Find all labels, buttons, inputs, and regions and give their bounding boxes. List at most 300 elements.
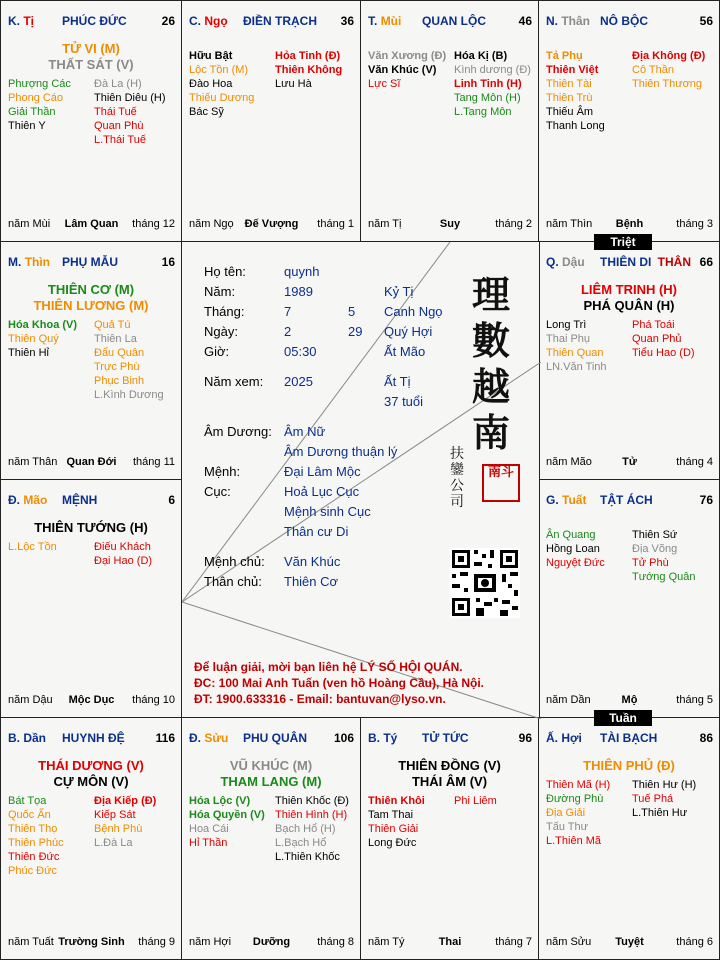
minor-star: Thiên Trù: [546, 92, 593, 104]
minor-star: Lộc Tồn (M): [189, 64, 249, 76]
minor-star: Văn Khúc (V): [368, 64, 437, 76]
palace-number: 106: [333, 731, 354, 745]
amduong-label: Âm Dương:: [204, 424, 272, 439]
palace-chi: Dần: [23, 731, 47, 745]
palace-header: [8, 255, 175, 271]
palace-header: [8, 493, 175, 509]
year-value: 1989: [284, 284, 313, 299]
minor-star: Thiên Thọ: [8, 823, 58, 835]
palace-stage: Suy: [439, 218, 461, 230]
hour-value: 05:30: [284, 344, 317, 359]
minor-star: Linh Tinh (H): [454, 78, 522, 90]
minor-star: L.Tang Môn: [454, 106, 512, 118]
calligraphy-small-char: 鑾: [450, 462, 464, 478]
palace-footer: [546, 694, 713, 708]
tuan-tag: Tuần: [594, 710, 652, 726]
minor-star: Bạch Hổ (H): [275, 823, 336, 835]
palace-stage: Quan Đới: [66, 456, 117, 468]
palace-can: B.: [8, 731, 20, 745]
main-star: TỬ VI (M): [62, 41, 120, 56]
palace-mui: [360, 0, 539, 242]
minor-star: Phục Binh: [94, 375, 145, 387]
minor-star: Ân Quang: [546, 529, 596, 541]
palace-chi: Ngọ: [204, 14, 228, 28]
minor-star: Thiên Tài: [546, 78, 592, 90]
calligraphy-char: 越: [472, 364, 511, 409]
palace-can-chi: [189, 14, 228, 28]
contact-line-2: ĐC: 100 Mai Anh Tuấn (ven hồ Hoàng Cầu), Hà Nội.: [194, 676, 485, 690]
palace-mao: [0, 479, 182, 718]
palace-header: [546, 255, 713, 271]
main-star: THIÊN LƯƠNG (M): [33, 298, 149, 313]
palace-year: năm Thân: [8, 456, 58, 468]
minor-star: Hỉ Thần: [189, 837, 228, 849]
palace-chi: Mão: [23, 493, 48, 507]
minor-star: Phúc Đức: [8, 865, 57, 877]
thanchu-value: Thiên Cơ: [284, 574, 339, 589]
minor-star: Thiên Việt: [546, 64, 599, 76]
main-stars: [361, 758, 538, 790]
palace-chi: Thìn: [24, 255, 51, 269]
palace-header: [368, 14, 532, 30]
palace-month: tháng 3: [676, 218, 713, 230]
palace-footer: [8, 936, 175, 950]
minor-star: Đà La (H): [94, 78, 142, 90]
triet-tag: Triệt: [594, 234, 652, 250]
palace-ngo: [181, 0, 361, 242]
palace-name: TẬT ÁCH: [600, 493, 653, 507]
main-star: THIÊN TƯỚNG (H): [34, 520, 148, 535]
palace-can: Q.: [546, 255, 559, 269]
minor-star: Địa Giải: [546, 807, 586, 819]
main-stars: [182, 758, 360, 790]
palace-thin: [0, 241, 182, 480]
palace-can: Đ.: [189, 731, 201, 745]
palace-name: PHỤ MẪU: [62, 255, 118, 269]
minor-star: Đào Hoa: [189, 78, 233, 90]
right-stars: [94, 318, 164, 402]
minor-star: Thiên Hình (H): [275, 809, 348, 821]
palace-month: tháng 4: [676, 456, 713, 468]
palace-can-chi: [368, 731, 397, 745]
palace-suu: [181, 717, 361, 960]
right-stars: [94, 540, 152, 568]
minor-star: Thiếu Dương: [189, 92, 255, 104]
palace-can: N.: [546, 14, 558, 28]
thanchu-label: Thân chủ:: [204, 574, 262, 589]
minor-star: Tiểu Hao (D): [632, 347, 695, 359]
palace-header: [189, 731, 354, 747]
palace-number: 76: [699, 493, 713, 507]
hour-can: Ất Mão: [384, 344, 426, 359]
day-value: 2: [284, 324, 292, 339]
minor-star: Thiên Y: [8, 120, 46, 132]
view-year-label: Năm xem:: [204, 374, 264, 389]
main-star: THẤT SÁT (V): [48, 57, 134, 72]
palace-can: Đ.: [8, 493, 20, 507]
menh-value: Đại Lâm Mộc: [284, 464, 361, 479]
minor-star: Thiên Phúc: [8, 837, 64, 849]
palace-footer: [546, 218, 713, 232]
main-star: THIÊN ĐỒNG (V): [398, 758, 501, 773]
menhchu-label: Mệnh chủ:: [204, 554, 265, 569]
minor-star: L.Thiên Hư: [632, 807, 688, 819]
minor-star: Phi Liêm: [454, 795, 497, 807]
month-value: 7: [284, 304, 292, 319]
minor-star: Thai Phụ: [546, 333, 591, 345]
minor-star: Thiên Thương: [632, 78, 703, 90]
palace-stage: Lâm Quan: [64, 218, 119, 230]
palace-number: 6: [168, 493, 175, 507]
minor-star: Đẩu Quân: [94, 347, 145, 359]
palace-can: T.: [368, 14, 378, 28]
contact-line-3: ĐT: 1900.633316 - Email: bantuvan@lyso.vn.: [194, 692, 446, 706]
minor-star: Trực Phù: [94, 361, 140, 373]
minor-star: Địa Võng: [632, 543, 678, 555]
than-marker: THÂN: [657, 255, 691, 269]
palace-footer: [189, 936, 354, 950]
palace-chi: Hợi: [561, 731, 582, 745]
minor-star: L.Kình Dương: [94, 389, 164, 401]
palace-number: 26: [161, 14, 175, 28]
minor-star: Hồng Loan: [546, 543, 600, 555]
hour-label: Giờ:: [204, 344, 230, 359]
palace-can-chi: [368, 14, 401, 28]
palace-number: 66: [699, 255, 713, 269]
palace-can: M.: [8, 255, 22, 269]
palace-dau: [538, 241, 720, 480]
palace-month: tháng 7: [495, 936, 532, 948]
palace-stage: Trường Sinh: [58, 936, 125, 948]
amduong-note: Âm Dương thuận lý: [284, 444, 398, 459]
right-stars: [454, 794, 497, 808]
palace-name: QUAN LỘC: [422, 14, 486, 28]
palace-can: B.: [368, 731, 380, 745]
palace-month: tháng 9: [138, 936, 175, 948]
palace-chi: Dậu: [562, 255, 585, 269]
calligraphy-char: 南: [472, 410, 511, 455]
cuc-label: Cục:: [204, 484, 231, 499]
main-star: THIÊN CƠ (M): [47, 282, 135, 297]
minor-star: Thiên Quý: [8, 333, 59, 345]
center-info-panel: [181, 241, 540, 718]
palace-month: tháng 6: [676, 936, 713, 948]
main-stars: [1, 41, 181, 73]
palace-year: năm Tị: [368, 218, 402, 230]
palace-number: 46: [518, 14, 532, 28]
palace-can: G.: [546, 493, 559, 507]
minor-star: Hóa Khoa (V): [8, 319, 78, 331]
minor-star: Văn Xương (Đ): [368, 50, 447, 62]
cuc-note-2: Thân cư Di: [284, 524, 349, 539]
red-seal: 南斗: [482, 464, 520, 502]
minor-star: Bệnh Phù: [94, 823, 143, 835]
minor-star: Hoa Cái: [189, 823, 229, 835]
palace-name: PHÚC ĐỨC: [62, 14, 127, 28]
right-stars: [94, 794, 156, 850]
palace-chi: Tý: [383, 731, 398, 745]
minor-star: Hữu Bật: [189, 50, 233, 62]
menhchu-value: Văn Khúc: [284, 554, 341, 569]
minor-star: Tuế Phá: [632, 793, 674, 805]
left-stars: [8, 77, 71, 133]
minor-star: Địa Kiếp (Đ): [94, 795, 157, 807]
calligraphy-small-char: 公: [450, 478, 464, 494]
left-stars: [368, 794, 425, 850]
minor-star: Thiên Hỉ: [8, 347, 49, 359]
minor-star: Lưu Hà: [275, 78, 312, 90]
palace-can-chi: [189, 731, 228, 745]
palace-year: năm Mùi: [8, 218, 51, 230]
minor-star: Phá Toái: [632, 319, 675, 331]
palace-year: năm Dậu: [8, 694, 53, 706]
day-label: Ngày:: [204, 324, 238, 339]
palace-footer: [8, 456, 175, 470]
minor-star: Hỏa Tinh (Đ): [275, 50, 341, 62]
palace-chi: Tị: [23, 14, 35, 28]
view-year-value: 2025: [284, 374, 313, 389]
right-stars: [632, 318, 695, 360]
minor-star: Quan Phù: [94, 120, 144, 132]
minor-star: Long Đức: [368, 837, 417, 849]
minor-star: Giải Thần: [8, 106, 56, 118]
palace-stage: Đế Vượng: [244, 218, 299, 230]
minor-star: Nguyệt Đức: [546, 557, 605, 569]
month-lunar: 5: [348, 304, 356, 319]
minor-star: Thiên Giải: [368, 823, 419, 835]
palace-month: tháng 10: [132, 694, 175, 706]
minor-star: Tử Phù: [632, 557, 669, 569]
month-can: Canh Ngọ: [384, 304, 443, 319]
year-label: Năm:: [204, 284, 236, 299]
cuc-note-1: Mệnh sinh Cục: [284, 504, 371, 519]
minor-star: Thiên Diêu (H): [94, 92, 166, 104]
palace-footer: [368, 936, 532, 950]
minor-star: Tướng Quân: [632, 571, 696, 583]
palace-month: tháng 2: [495, 218, 532, 230]
right-stars: [275, 49, 342, 91]
minor-star: Lực Sĩ: [368, 78, 401, 90]
palace-ty: [0, 0, 182, 242]
main-star: VŨ KHÚC (M): [229, 758, 313, 773]
main-star: LIÊM TRINH (H): [580, 282, 678, 297]
minor-star: Thiên Đức: [8, 851, 60, 863]
main-star: THÁI ÂM (V): [411, 774, 488, 789]
main-stars: [539, 282, 719, 314]
palace-dan: [0, 717, 182, 960]
palace-can-chi: [8, 731, 46, 745]
palace-can-chi: [8, 14, 34, 28]
minor-star: Hóa Kị (B): [454, 50, 508, 62]
palace-stage: Tử: [622, 456, 637, 468]
calligraphy-char: 數: [472, 318, 511, 363]
minor-star: Tang Môn (H): [454, 92, 521, 104]
palace-stage: Mộ: [621, 694, 638, 706]
minor-star: Thiên Sứ: [632, 529, 678, 541]
minor-star: Đại Hao (D): [94, 555, 153, 567]
minor-star: L.Bạch Hổ: [275, 837, 327, 849]
palace-ty2: [360, 717, 539, 960]
minor-star: L.Đà La: [94, 837, 133, 849]
year-can: Kỷ Tị: [384, 284, 414, 299]
palace-number: 36: [340, 14, 354, 28]
palace-footer: [546, 456, 713, 470]
minor-star: L.Lộc Tồn: [8, 541, 57, 553]
minor-star: Điếu Khách: [94, 541, 151, 553]
name-label: Họ tên:: [204, 264, 246, 279]
minor-star: Thiên Quan: [546, 347, 604, 359]
minor-star: Tấu Thư: [546, 821, 589, 833]
palace-can-chi: [8, 255, 50, 269]
palace-can: Ấ.: [546, 731, 558, 745]
palace-stage: Tuyệt: [615, 936, 644, 948]
minor-star: Thiên Mã (H): [546, 779, 611, 791]
minor-star: Quan Phủ: [632, 333, 682, 345]
minor-star: Thiên Khôi: [368, 795, 425, 807]
palace-footer: [8, 694, 175, 708]
day-can: Quý Hợi: [384, 324, 433, 339]
main-star: CỰ MÔN (V): [53, 774, 129, 789]
palace-can-chi: [546, 14, 590, 28]
minor-star: L.Thái Tuế: [94, 134, 146, 146]
palace-name: HUYNH ĐỆ: [62, 731, 125, 745]
qr-code-icon: [450, 548, 520, 618]
minor-star: Quả Tú: [94, 319, 131, 331]
left-stars: [8, 794, 64, 878]
palace-month: tháng 1: [317, 218, 354, 230]
left-stars: [189, 794, 265, 850]
left-stars: [546, 528, 605, 570]
main-star: THIÊN PHỦ (Đ): [583, 758, 675, 773]
right-stars: [632, 528, 696, 584]
palace-chi: Tuất: [562, 493, 587, 507]
palace-can-chi: [8, 493, 47, 507]
minor-star: L.Thiên Mã: [546, 835, 602, 847]
left-stars: [546, 318, 607, 374]
palace-can: C.: [189, 14, 201, 28]
palace-can: K.: [8, 14, 20, 28]
minor-star: Hóa Quyền (V): [189, 809, 265, 821]
main-stars: [539, 758, 719, 774]
main-stars: [1, 520, 181, 536]
palace-than: [538, 0, 720, 242]
minor-star: Hóa Lộc (V): [189, 795, 251, 807]
main-stars: [1, 758, 181, 790]
palace-name: TỬ TỨC: [422, 731, 469, 745]
palace-chi: Mùi: [380, 14, 402, 28]
palace-header: [546, 493, 713, 509]
palace-year: năm Sửu: [546, 936, 592, 948]
palace-year: năm Mão: [546, 456, 592, 468]
right-stars: [454, 49, 531, 119]
contact-line-1: Để luận giải, mời bạn liên hệ LÝ SỐ HỘI QUÁN.: [194, 660, 463, 674]
minor-star: Tả Phụ: [546, 50, 583, 62]
palace-stage: Thai: [438, 936, 462, 948]
minor-star: Thiên Hư (H): [632, 779, 697, 791]
day-lunar: 29: [348, 324, 363, 339]
minor-star: Thiên Không: [275, 64, 343, 76]
left-stars: [189, 49, 254, 119]
minor-star: Địa Không (Đ): [632, 50, 706, 62]
right-stars: [275, 794, 349, 864]
palace-month: tháng 5: [676, 694, 713, 706]
palace-stage: Bệnh: [615, 218, 644, 230]
palace-hoi: [538, 717, 720, 960]
minor-star: LN.Văn Tinh: [546, 361, 607, 373]
palace-month: tháng 12: [132, 218, 175, 230]
palace-number: 116: [155, 731, 175, 745]
minor-star: Tam Thai: [368, 809, 414, 821]
palace-header: [546, 14, 713, 30]
minor-star: Long Trì: [546, 319, 587, 331]
calligraphy-small-char: 司: [450, 494, 464, 510]
palace-number: 56: [699, 14, 713, 28]
minor-star: Kiếp Sát: [94, 809, 136, 821]
palace-month: tháng 8: [317, 936, 354, 948]
right-stars: [632, 49, 705, 91]
minor-star: Thanh Long: [546, 120, 605, 132]
palace-footer: [546, 936, 713, 950]
left-stars: [8, 540, 57, 554]
palace-header: [8, 14, 175, 30]
calligraphy-column: [472, 272, 510, 456]
minor-star: Phong Cáo: [8, 92, 64, 104]
palace-header: [546, 731, 713, 747]
minor-star: Kình dương (Đ): [454, 64, 531, 76]
palace-stage: Dưỡng: [252, 936, 291, 948]
palace-chi: Thân: [561, 14, 591, 28]
amduong-value: Âm Nữ: [284, 424, 326, 439]
palace-header: [8, 731, 175, 747]
minor-star: Đường Phù: [546, 793, 604, 805]
minor-star: Thiên Khốc (Đ): [275, 795, 349, 807]
minor-star: Cô Thần: [632, 64, 674, 76]
palace-footer: [8, 218, 175, 232]
palace-year: năm Hợi: [189, 936, 232, 948]
minor-star: Thiếu Âm: [546, 106, 594, 118]
palace-month: tháng 11: [132, 456, 175, 468]
main-star: THAM LANG (M): [220, 774, 322, 789]
left-stars: [368, 49, 446, 91]
palace-tuat: [538, 479, 720, 718]
palace-footer: [368, 218, 532, 232]
palace-name: MỆNH: [62, 493, 98, 507]
palace-can-chi: [546, 493, 586, 507]
palace-header: [189, 14, 354, 30]
palace-can-chi: [546, 255, 585, 269]
calligraphy-small-column: [450, 446, 466, 510]
palace-can-chi: [546, 731, 582, 745]
palace-number: 96: [518, 731, 532, 745]
palace-footer: [189, 218, 354, 232]
left-stars: [546, 778, 610, 848]
palace-year: năm Dần: [546, 694, 591, 706]
palace-year: năm Ngọ: [189, 218, 234, 230]
calligraphy-small-char: 扶: [450, 446, 464, 462]
name-value: quynh: [284, 264, 320, 279]
palace-chi: Sửu: [204, 731, 229, 745]
palace-header: [368, 731, 532, 747]
month-label: Tháng:: [204, 304, 245, 319]
palace-year: năm Thìn: [546, 218, 593, 230]
main-star: PHÁ QUÂN (H): [583, 298, 675, 313]
main-star: THÁI DƯƠNG (V): [38, 758, 144, 773]
age-value: 37 tuổi: [384, 394, 424, 409]
right-stars: [94, 77, 166, 147]
palace-number: 16: [161, 255, 175, 269]
palace-name: TÀI BẠCH: [600, 731, 658, 745]
view-year-can: Ất Tị: [384, 374, 411, 389]
